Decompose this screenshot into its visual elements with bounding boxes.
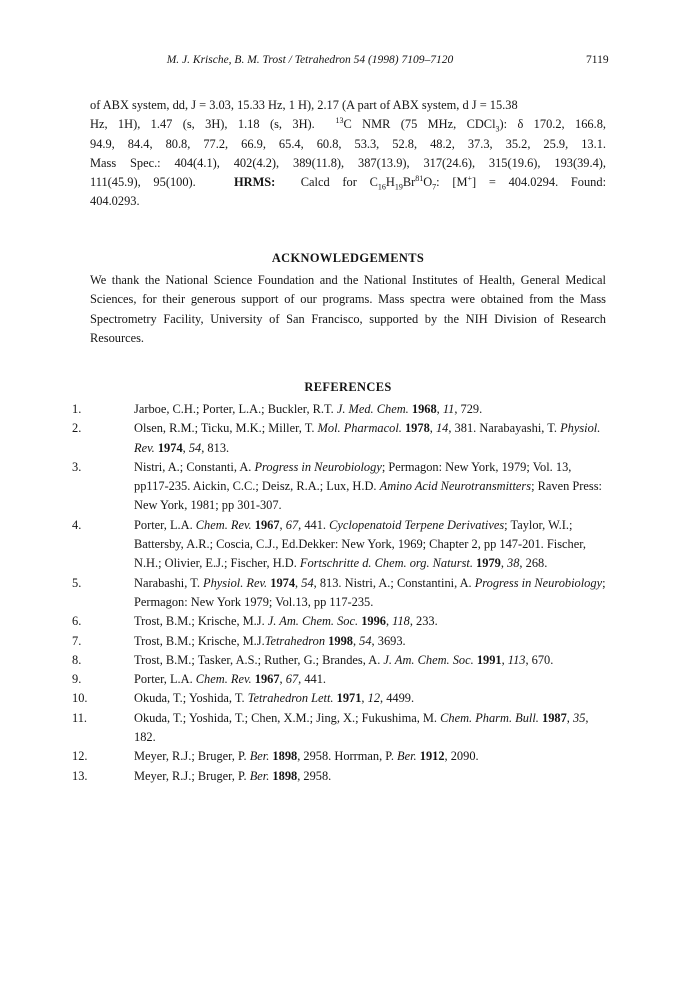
reference-number: 13. bbox=[72, 768, 88, 783]
reference-text: Trost, B.M.; Tasker, A.S.; Ruther, G.; Brandes, A. J. Am. Chem. Soc. 1991, 113, 670. bbox=[134, 652, 554, 667]
reference-number: 6. bbox=[72, 614, 82, 629]
reference-number: 3. bbox=[72, 459, 82, 474]
exp-line: 111(45.9), 95(100). HRMS: Calcd for $C_{16}H_{19}Br^{81}O_7$: [M+] = 404.0294. Found: bbox=[90, 174, 607, 192]
reference-text: Okuda, T.; Yoshida, T. Tetrahedron Lett. 1971, 12, 4499. bbox=[134, 691, 415, 706]
reference-number: 9. bbox=[72, 672, 82, 687]
reference-item bbox=[72, 767, 608, 786]
reference-item bbox=[72, 574, 608, 613]
reference-number: 5. bbox=[72, 575, 82, 590]
reference-text: Nistri, A.; Constanti, A. Progress in Neurobiology; Permagon: New York, 1979; Vol. 13, pp117-235. Aickin, C.C.; Deisz, R.A.; Lux, H.D. Amino Acid Neurotransmitters; Raven Press: New York, 1981; pp 301-307. bbox=[134, 459, 602, 513]
exp-line: Mass Spec.: 404(4.1), 402(4.2), 389(11.8), 387(13.9), 317(24.6), 315(19.6), 193(39.4), bbox=[90, 155, 606, 170]
reference-item bbox=[72, 612, 608, 631]
reference-text: Meyer, R.J.; Bruger, P. Ber. 1898, 2958. bbox=[134, 768, 332, 783]
references-heading: REFERENCES bbox=[304, 380, 392, 394]
reference-text: Olsen, R.M.; Ticku, M.K.; Miller, T. Mol. Pharmacol. 1978, 14, 381. Narabayashi, T. Physiol. Rev. 1974, 54, 813. bbox=[134, 421, 601, 455]
reference-text: Narabashi, T. Physiol. Rev. 1974, 54, 813. Nistri, A.; Constantini, A. Progress in Neurobiology; Permagon: New York 1979; Vol.13, pp 117-235. bbox=[134, 575, 606, 609]
reference-item bbox=[72, 689, 608, 708]
reference-item bbox=[72, 709, 608, 748]
reference-text: Okuda, T.; Yoshida, T.; Chen, X.M.; Jing, X.; Fukushima, M. Chem. Pharm. Bull. 1987, 35, 182. bbox=[134, 710, 589, 745]
running-head bbox=[0, 54, 696, 70]
reference-item bbox=[72, 400, 608, 419]
reference-item bbox=[72, 419, 608, 458]
page-number: 7119 bbox=[586, 54, 609, 66]
reference-item bbox=[72, 670, 608, 689]
exp-line: of ABX system, dd, J = 3.03, 15.33 Hz, 1 H), 2.17 (A part of ABX system, d J = 15.38 bbox=[90, 98, 518, 112]
reference-number: 12. bbox=[72, 749, 88, 764]
experimental-data bbox=[90, 96, 606, 212]
reference-item bbox=[72, 516, 608, 574]
reference-number: 1. bbox=[72, 402, 82, 416]
reference-number: 8. bbox=[72, 652, 82, 667]
isotope-13: 13 bbox=[335, 116, 344, 126]
reference-number: 2. bbox=[72, 421, 82, 436]
reference-item bbox=[72, 632, 608, 651]
reference-number: 7. bbox=[72, 633, 82, 648]
exp-line: 94.9, 84.4, 80.8, 77.2, 66.9, 65.4, 60.8, 53.3, 52.8, 48.2, 37.3, 35.2, 25.9, 13.1. bbox=[90, 136, 606, 151]
reference-text: Trost, B.M.; Krische, M.J. J. Am. Chem. Soc. 1996, 118, 233. bbox=[134, 614, 438, 629]
reference-item bbox=[72, 651, 608, 670]
reference-text: Meyer, R.J.; Bruger, P. Ber. 1898, 2958. Horrman, P. Ber. 1912, 2090. bbox=[134, 749, 479, 764]
exp-line: 404.0293. bbox=[90, 194, 140, 209]
acknowledgements-text: We thank the National Science Foundation and the National Institutes of Health, General Medical Sciences, for their generous support of our programs. Mass spectra were obtained from the Mass Spectrometry Facility, University of San Francisco, supported by the NIH Division of Research Resources. bbox=[90, 273, 606, 345]
reference-number: 4. bbox=[72, 517, 82, 532]
reference-item bbox=[72, 458, 608, 516]
exp-line: Hz, 1H), 1.47 (s, 3H), 1.18 (s, 3H). $^{13}$C NMR (75 MHz, CDCl$_3$): δ 170.2, 166.8, bbox=[90, 116, 607, 134]
running-title: M. J. Krische, B. M. Trost / Tetrahedron 54 (1998) 7109–7120 bbox=[166, 54, 454, 66]
reference-text: Trost, B.M.; Krische, M.J.Tetrahedron 1998, 54, 3693. bbox=[134, 633, 406, 648]
reference-text: Jarboe, C.H.; Porter, L.A.; Buckler, R.T. J. Med. Chem. 1968, 11, 729. bbox=[134, 402, 483, 416]
reference-number: 10. bbox=[72, 691, 88, 706]
reference-text: Porter, L.A. Chem. Rev. 1967, 67, 441. bbox=[134, 672, 327, 687]
reference-text: Porter, L.A. Chem. Rev. 1967, 67, 441. Cyclopenatoid Terpene Derivatives; Taylor, W.I.; Battersby, A.R.; Coscia, C.J., Ed.Dekker: New York, 1969; Chapter 2, pp 147-201. Fischer, N.H.; Olivier, E.J.; Fischer, H.D. Fortschritte d. Chem. org. Naturst. 1979, 38, 268. bbox=[134, 517, 586, 571]
hrms-label: HRMS: bbox=[233, 175, 276, 190]
acknowledgements-heading: ACKNOWLEDGEMENTS bbox=[271, 251, 425, 265]
reference-item bbox=[72, 747, 608, 766]
reference-number: 11. bbox=[72, 710, 88, 725]
reference-list bbox=[72, 400, 608, 786]
